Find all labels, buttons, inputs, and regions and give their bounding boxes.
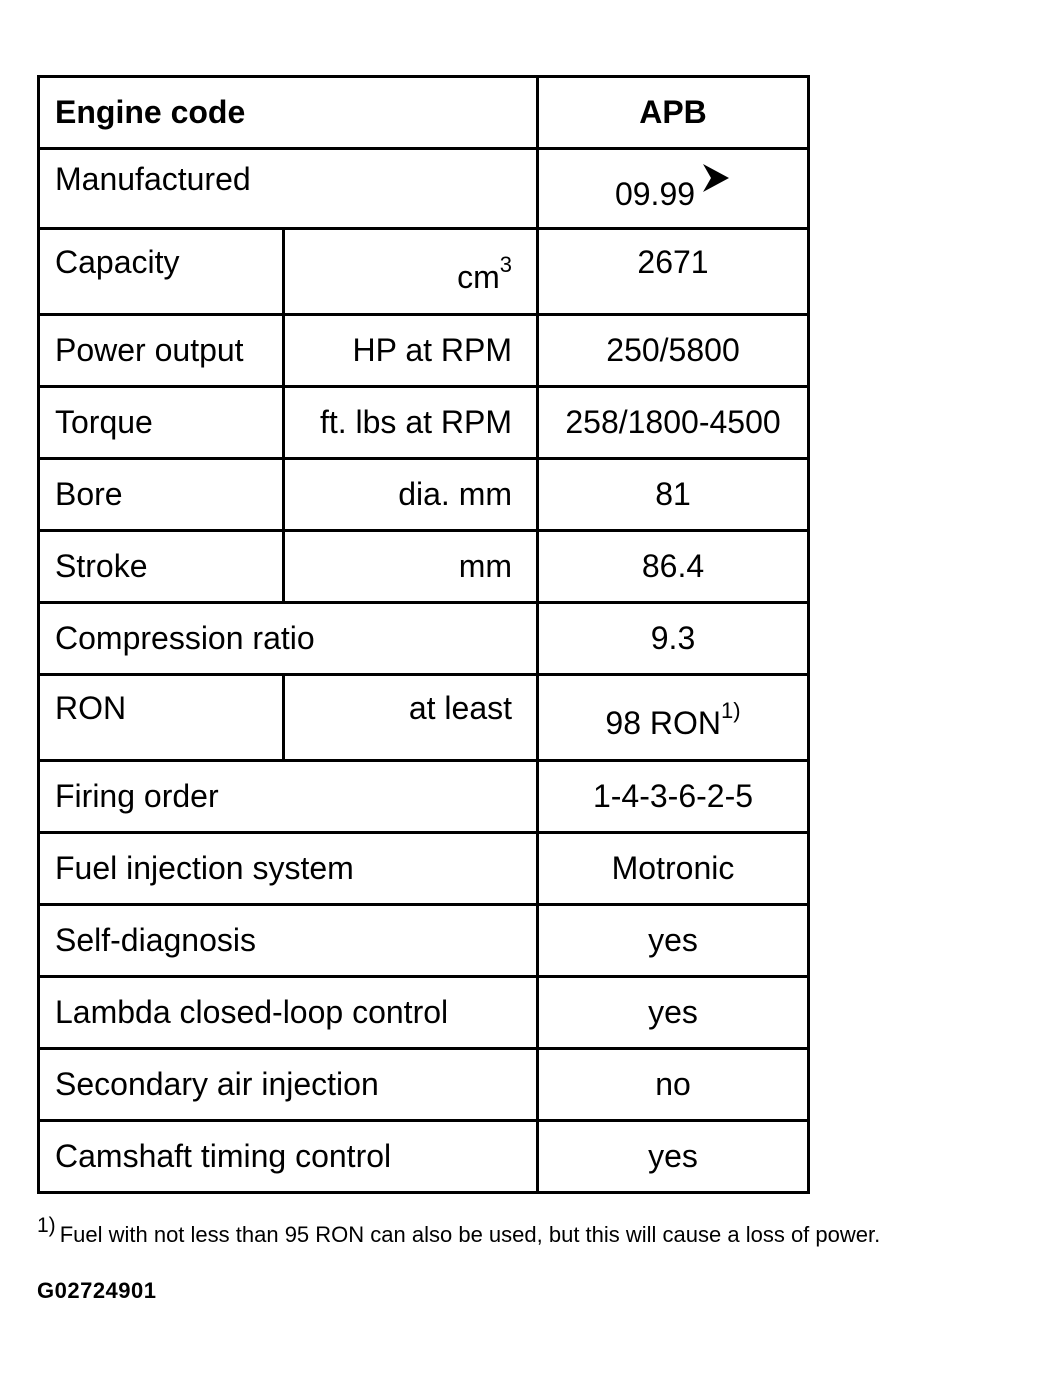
- fuel-injection-value: Motronic: [538, 833, 809, 905]
- table-row-manufactured: [39, 149, 809, 229]
- engine-spec-table: [37, 75, 810, 1194]
- bore-label: Bore: [39, 459, 284, 531]
- table-row-stroke: [39, 531, 809, 603]
- lambda-value: yes: [538, 977, 809, 1049]
- stroke-value: 86.4: [538, 531, 809, 603]
- table-row-torque: [39, 387, 809, 459]
- ron-value: 98 RON: [605, 704, 722, 741]
- table-row-fuel-injection: [39, 833, 809, 905]
- compression-label: Compression ratio: [39, 603, 538, 675]
- table-row-lambda: [39, 977, 809, 1049]
- ron-footnote-ref: 1): [721, 698, 741, 724]
- bore-unit: dia. mm: [284, 459, 538, 531]
- arrow-right-icon: [701, 162, 731, 194]
- camshaft-value: yes: [538, 1121, 809, 1193]
- power-value: 250/5800: [538, 315, 809, 387]
- secondary-air-value: no: [538, 1049, 809, 1121]
- table-row-bore: [39, 459, 809, 531]
- table-row-camshaft: [39, 1121, 809, 1193]
- manufactured-label: Manufactured: [55, 160, 251, 197]
- table-row-power: [39, 315, 809, 387]
- capacity-unit-superscript: 3: [499, 252, 512, 278]
- torque-label: Torque: [39, 387, 284, 459]
- firing-order-value: 1-4-3-6-2-5: [538, 761, 809, 833]
- self-diagnosis-label: Self-diagnosis: [39, 905, 538, 977]
- table-row-engine-code: [39, 77, 809, 149]
- fuel-injection-label: Fuel injection system: [39, 833, 538, 905]
- firing-order-label: Firing order: [39, 761, 538, 833]
- capacity-unit: cm: [457, 258, 500, 295]
- power-label: Power output: [39, 315, 284, 387]
- footnote-mark: 1): [37, 1214, 56, 1237]
- power-unit: HP at RPM: [284, 315, 538, 387]
- self-diagnosis-value: yes: [538, 905, 809, 977]
- secondary-air-label: Secondary air injection: [39, 1049, 538, 1121]
- table-row-secondary-air: [39, 1049, 809, 1121]
- bore-value: 81: [538, 459, 809, 531]
- footnote: [37, 1214, 881, 1248]
- torque-unit: ft. lbs at RPM: [284, 387, 538, 459]
- stroke-unit: mm: [284, 531, 538, 603]
- figure-id: G02724901: [37, 1278, 157, 1303]
- compression-value: 9.3: [538, 603, 809, 675]
- engine-code-label: Engine code: [39, 77, 538, 149]
- ron-unit: at least: [408, 689, 512, 726]
- table-row-ron: [39, 675, 809, 761]
- capacity-label: Capacity: [55, 243, 180, 280]
- table-row-capacity: [39, 229, 809, 315]
- footnote-text: Fuel with not less than 95 RON can also be used, but this will cause a loss of power.: [59, 1222, 881, 1247]
- stroke-label: Stroke: [39, 531, 284, 603]
- table-row-self-diagnosis: [39, 905, 809, 977]
- table-row-firing-order: [39, 761, 809, 833]
- manufactured-value: 09.99: [614, 175, 696, 212]
- table-row-compression: [39, 603, 809, 675]
- lambda-label: Lambda closed-loop control: [39, 977, 538, 1049]
- engine-code-value: APB: [538, 77, 809, 149]
- capacity-value: 2671: [637, 243, 709, 280]
- camshaft-label: Camshaft timing control: [39, 1121, 538, 1193]
- ron-label: RON: [55, 689, 127, 726]
- torque-value: 258/1800-4500: [538, 387, 809, 459]
